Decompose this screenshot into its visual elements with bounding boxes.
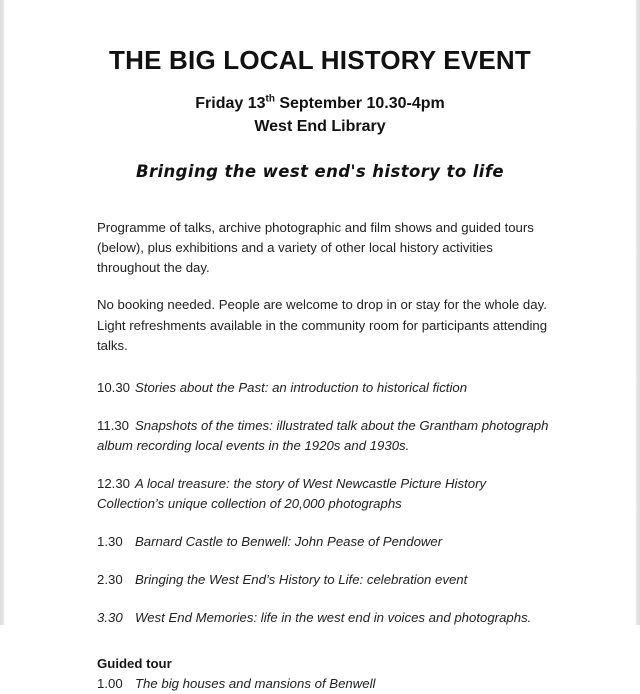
schedule-item-time: 1.30 <box>97 533 123 549</box>
event-date-text: Friday 13 <box>195 94 266 112</box>
schedule-item-row <box>97 416 551 456</box>
schedule-item-row <box>97 608 551 628</box>
schedule-list <box>97 378 551 629</box>
schedule-item-description: Bringing the West End’s History to Life: celebration event <box>135 572 468 588</box>
schedule-item-time: 12.30 <box>97 475 131 491</box>
schedule-item-time: 3.30 <box>97 610 123 626</box>
event-date-line <box>5 92 635 115</box>
schedule-item-description: A local treasure: the story of West Newcastle Picture History Collection’s unique collection of 20,000 photographs <box>97 475 487 511</box>
schedule-item-row <box>97 474 551 514</box>
schedule-item-time: 10.30 <box>97 379 131 395</box>
intro-paragraph-1: Programme of talks, archive photographic and film shows and guided tours (below), plus exhibitions and a variety of other local history activities throughout the day. <box>97 220 534 276</box>
document-body <box>5 218 635 694</box>
guided-tour-item-row <box>97 674 551 694</box>
document-page <box>5 0 635 692</box>
event-tagline: Bringing the west end's history to life <box>135 162 505 182</box>
guided-tour-item-time: 1.00 <box>97 676 123 692</box>
schedule-item-description: West End Memories: life in the west end in voices and photographs. <box>135 610 532 626</box>
schedule-item-description: Snapshots of the times: illustrated talk about the Grantham photograph album recording local events in the 1920s and 1930s. <box>97 417 549 453</box>
schedule-item-row <box>97 378 551 398</box>
schedule-item-description: Barnard Castle to Benwell: John Pease of Pendower <box>135 533 443 549</box>
guided-tour-heading: Guided tour <box>97 656 172 672</box>
page-edge-shadow-right <box>635 0 640 625</box>
schedule-item-time: 11.30 <box>97 417 130 433</box>
schedule-item-row <box>97 532 551 552</box>
schedule-item-description: Stories about the Past: an introduction to historical fiction <box>135 379 468 395</box>
event-venue: West End Library <box>254 118 386 136</box>
guided-tour-list <box>97 674 551 694</box>
event-details-block <box>5 92 635 138</box>
guided-tour-item-description: The big houses and mansions of Benwell <box>135 676 376 692</box>
event-time-text: September 10.30-4pm <box>274 94 445 112</box>
intro-paragraph-2: No booking needed. People are welcome to drop in or stay for the whole day. Light refreshments available in the community room for participants attending talks. <box>97 297 548 353</box>
schedule-item-row <box>97 570 551 590</box>
ordinal-suffix: th <box>265 93 275 105</box>
page-title: THE BIG LOCAL HISTORY EVENT <box>109 45 531 75</box>
schedule-item-time: 2.30 <box>97 572 123 588</box>
